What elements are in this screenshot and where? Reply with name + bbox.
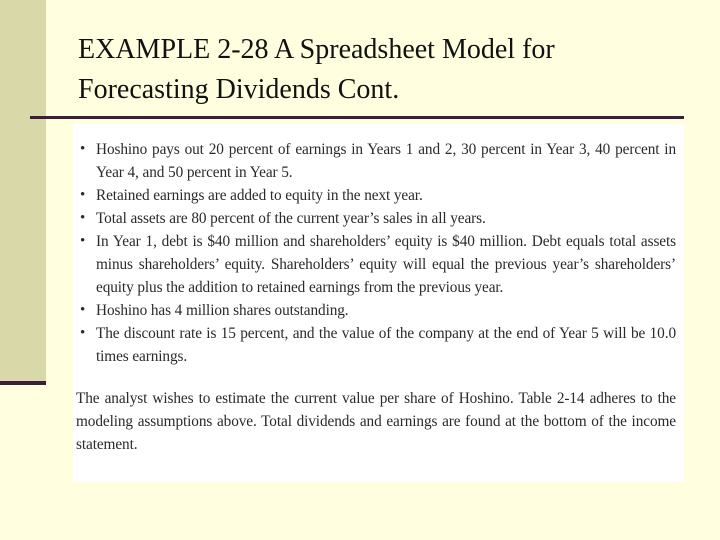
bullet-discount-rate: • The discount rate is 15 percent, and the value of the company at the end of Year 5 will be 10.0 times earnings. — [76, 322, 676, 368]
left-accent-bar-base — [0, 381, 46, 385]
analyst-paragraph: The analyst wishes to estimate the current value per share of Hoshino. Table 2-14 adheres to the modeling assumptions above. Total dividends and earnings are found at the bottom of the income statement. — [76, 390, 676, 453]
left-accent-bar — [0, 0, 46, 383]
content-image-box — [73, 124, 684, 482]
bullet-payout-ratio: • Hoshino pays out 20 percent of earnings in Years 1 and 2, 30 percent in Year 3, 40 percent in Year 4, and 50 percent in Year 5. — [76, 138, 676, 184]
title-divider — [30, 116, 684, 119]
bullet-debt-equity: • In Year 1, debt is $40 million and shareholders’ equity is $40 million. Debt equals total assets minus shareholders’ equity. Shareholders’ equity will equal the previous year’s shareholders’ equity plus the addition to retained earnings from the previous year. — [76, 230, 676, 299]
assumptions-list — [76, 138, 676, 368]
slide-title-line-1: EXAMPLE 2-28 A Spreadsheet Model for — [78, 34, 555, 65]
bullet-shares-outstanding: • Hoshino has 4 million shares outstanding. — [76, 299, 676, 322]
bullet-retained-earnings: • Retained earnings are added to equity in the next year. — [76, 184, 676, 207]
bullet-total-assets: • Total assets are 80 percent of the current year’s sales in all years. — [76, 207, 676, 230]
slide-title-line-2: Forecasting Dividends Cont. — [78, 74, 400, 105]
slide-title — [78, 30, 698, 110]
